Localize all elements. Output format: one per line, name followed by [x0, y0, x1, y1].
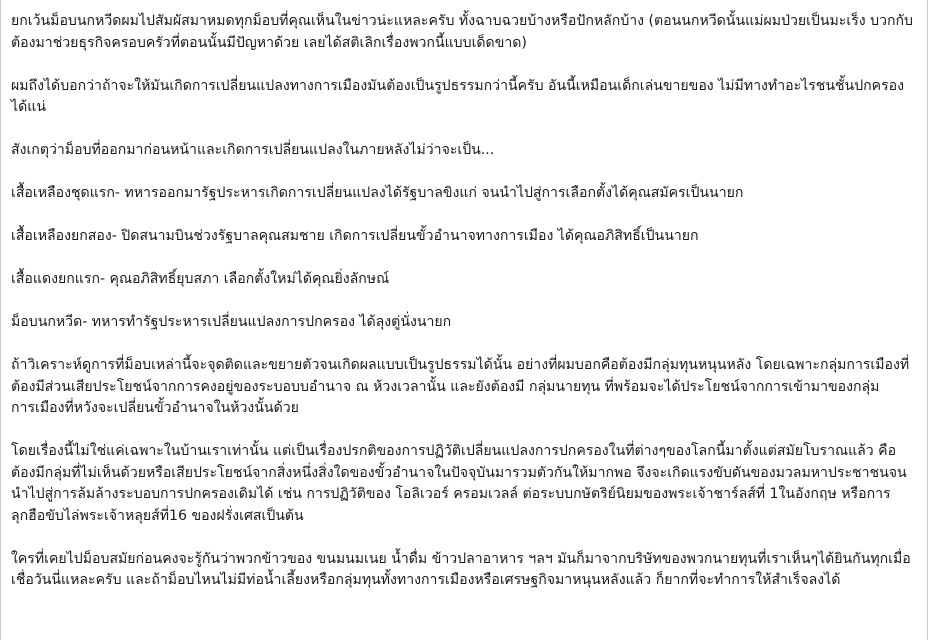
paragraph: เสื้อเหลืองชุดแรก- ทหารออกมารัฐประหารเกิดการเปลี่ยนแปลงได้รัฐบาลขิงแก่ จนนำไปสู่การเลือกตั้งได้คุณสมัครเป็นนายก [11, 185, 744, 201]
paragraph: ใครที่เคยไปม็อบสมัยก่อนคงจะรู้กันว่าพวกข้าวของ ขนมนมเนย น้ำดื่ม ข้าวปลาอาหาร ฯลฯ มันก็มาจากบริษัทของพวกนายทุนที่เราเห็นๆได้ยินกันทุกเมื่อเชื่อวันนี่แหละครับ และถ้าม็อบไหนไม่มีท่อน้ำเลี้ยงหรือกลุ่มทุนทั้งทางการเมืองหรือเศรษฐกิจมาหนุนหลังแล้ว ก็ยากที่จะทำการให้สำเร็จลงได้ [11, 550, 911, 588]
post-body [1, 0, 927, 592]
paragraph: ถ้าวิเคราะห์ดูการที่ม็อบเหล่านี้จะจุดติดและขยายตัวจนเกิดผลแบบเป็นรูปธรรมได้นั้น อย่างที่ผมบอกคือต้องมีกลุ่มทุนหนุนหลัง โดยเฉพาะกลุ่มการเมืองที่ต้องมีส่วนเสียประโยชน์จากการคงอยู่ของระบอบบอำนาจ ณ ห้วงเวลานั้น และยังต้องมี กลุ่มนายทุน ที่พร้อมจะได้ประโยชน์จากการเข้ามาของกลุ่มการเมืองที่หวังจะเปลี่ยนขั้วอำนาจในห้วงนั้นด้วย [11, 357, 910, 416]
paragraph: ยกเว้นม็อบนกหวีดผมไปสัมผัสมาหมดทุกม็อบที่คุณเห็นในข่าวน่ะแหละครับ ทั้งฉาบฉวยบ้างหรือปักหลักบ้าง (ตอนนกหวีดนั้นแม่ผมป่วยเป็นมะเร็ง บวกกับต้องมาช่วยธุรกิจครอบครัวที่ตอนนั้นมีปัญหาด้วย เลยได้สติเลิกเรื่องพวกนี้แบบเด็ดขาด) [11, 13, 913, 51]
paragraph: ม็อบนกหวีด- ทหารทำรัฐประหารเปลี่ยนแปลงการปกครอง ได้ลุงตู่นั่งนายก [11, 314, 452, 330]
paragraph: สังเกตุว่าม็อบที่ออกมาก่อนหน้าและเกิดการเปลี่ยนแปลงในภายหลังไม่ว่าจะเป็น... [11, 142, 495, 158]
paragraph: ผมถึงได้บอกว่าถ้าจะให้มันเกิดการเปลี่ยนแปลงทางการเมืองมันต้องเป็นรูปธรรมกว่านี้ครับ อันนี้เหมือนเด็กเล่นขายของ ไม่มีทางทำอะไรชนชั้นปกครองได้แน่ [11, 77, 905, 115]
paragraph: โดยเรื่องนี้ไม่ใช่แค่เฉพาะในบ้านเราเท่านั้น แต่เป็นเรื่องปรกติของการปฏิวัติเปลี่ยนแปลงการปกครองในที่ต่างๆของโลกนี้มาตั้งแต่สมัยโบราณแล้ว คือต้องมีกลุ่มที่ไม่เห็นด้วยหรือเสียประโยชน์จากสิ่งหนึ่งสิ่งใดของขั้วอำนาจในปัจจุบันมารวมตัวกันให้มากพอ จึงจะเกิดแรงขับดันของมวลมหาประชาชนจนนำไปสู่การล้มล้างระบอบการปกครองเดิมได้ เช่น การปฏิวัติของ โอลิเวอร์ ครอมเวลล์ ต่อระบบกษัตริย์นิยมของพระเจ้าชาร์ลส์ที่ 1ในอังกฤษ หรือการลุกฮือขับไล่พระเจ้าหลุยส์ที่16 ของฝรั่งเศสเป็นต้น [11, 443, 907, 524]
paragraph: เสื้อเหลืองยกสอง- ปิดสนามบินช่วงรัฐบาลคุณสมชาย เกิดการเปลี่ยนขั้วอำนาจทางการเมือง ได้คุณอภิสิทธิ์เป็นนายก [11, 228, 699, 244]
paragraph: เสื้อแดงยกแรก- คุณอภิสิทธิ์ยุบสภา เลือกตั้งใหม่ได้คุณยิ่งลักษณ์ [11, 271, 390, 287]
